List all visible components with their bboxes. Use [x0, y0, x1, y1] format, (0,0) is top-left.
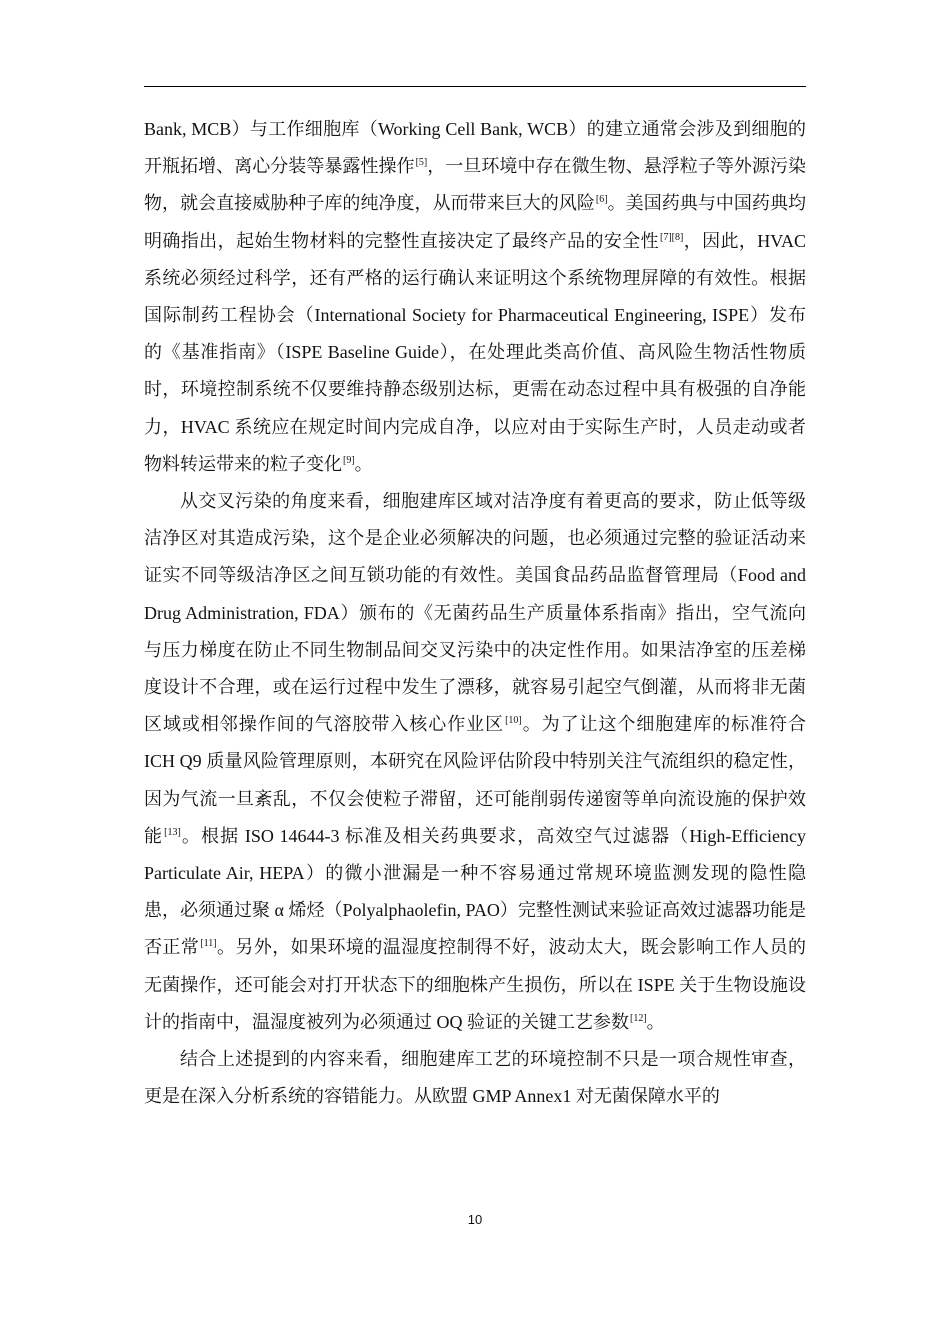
text-run: 。为了让这个细胞建库的标准符合 ICH Q9 质量风险管理原则，本研究在风险评估阶段中特别关注气流组织的稳定性，因为气流一旦紊乱，不仅会使粒子滞留，还可能削弱传递窗等单向流设施的保护效能: [144, 714, 807, 846]
citation-ref: [9]: [343, 454, 355, 466]
citation-ref: [5]: [415, 157, 428, 169]
paragraph: [144, 1041, 806, 1115]
paragraph: [144, 111, 806, 483]
citation-ref: [10]: [505, 715, 522, 727]
page-number: 10: [467, 1212, 483, 1227]
citation-ref: [11]: [200, 938, 217, 950]
text-run: 。另外，如果环境的温湿度控制得不好，波动太大，既会影响工作人员的无菌操作，还可能会对打开状态下的细胞株产生损伤，所以在 ISPE 关于生物设施设计的指南中，温湿度被列为必须通过 OQ 验证的关键工艺参数: [144, 937, 807, 1032]
text-run: 。: [646, 1011, 665, 1032]
text-run: Bank, MCB）与工作细胞库（Working Cell Bank, WCB）的建立通常会涉及到细胞的开瓶拓增、离心分装等暴露性操作: [144, 119, 806, 177]
body-text: [144, 111, 806, 1115]
text-run: ，一旦环境中存在微生物、悬浮粒子等外源污染物，就会直接威胁种子库的纯净度，从而带来巨大的风险: [144, 156, 807, 214]
citation-ref: [13]: [164, 826, 181, 838]
header-rule: [144, 86, 806, 87]
text-run: ，因此，HVAC 系统必须经过科学，还有严格的运行确认来证明这个系统物理屏障的有效性。根据国际制药工程协会（International Society for Pharmaceutical Engineering, ISPE）发布的《基准指南》（ISPE Baseline Guide），在处理此类高价值、高风险生物活性物质时，环境控制系统不仅要维持静态级别达标，更需在动态过程中具有极强的自净能力，HVAC 系统应在规定时间内完成自净，以应对由于实际生产时，人员走动或者物料转运带来的粒子变化: [144, 230, 806, 474]
text-run: 结合上述提到的内容来看，细胞建库工艺的环境控制不只是一项合规性审查，更是在深入分析系统的容错能力。从欧盟 GMP Annex1 对无菌保障水平的: [144, 1049, 806, 1107]
citation-ref: [12]: [630, 1012, 647, 1024]
text-run: 从交叉污染的角度来看，细胞建库区域对洁净度有着更高的要求，防止低等级洁净区对其造成污染，这个是企业必须解决的问题，也必须通过完整的验证活动来证实不同等级洁净区之间互锁功能的有效性。美国食品药品监督管理局（Food and Drug Administration, FDA）颁布的《无菌药品生产质量体系指南》指出，空气流向与压力梯度在防止不同生物制品间交叉污染中的决定性作用。如果洁净室的压差梯度设计不合理，或在运行过程中发生了漂移，就容易引起空气倒灌，从而将非无菌区域或相邻操作间的气溶胶带入核心作业区: [144, 491, 806, 735]
text-run: 。: [354, 453, 373, 474]
citation-ref: [6]: [595, 194, 608, 206]
paragraph: [144, 483, 806, 1041]
citation-ref: [7][8]: [660, 231, 684, 243]
text-run: 。美国药典与中国药典均明确指出，起始生物材料的完整性直接决定了最终产品的安全性: [144, 193, 806, 251]
text-run: 。根据 ISO 14644-3 标准及相关药典要求，高效空气过滤器（High-Efficiency Particulate Air, HEPA）的微小泄漏是一种不容易通过常规环境监测发现的隐性隐患，必须通过聚 α 烯烃（Polyalphaolefin, PAO）完整性测试来验证高效过滤器功能是否正常: [144, 825, 806, 958]
